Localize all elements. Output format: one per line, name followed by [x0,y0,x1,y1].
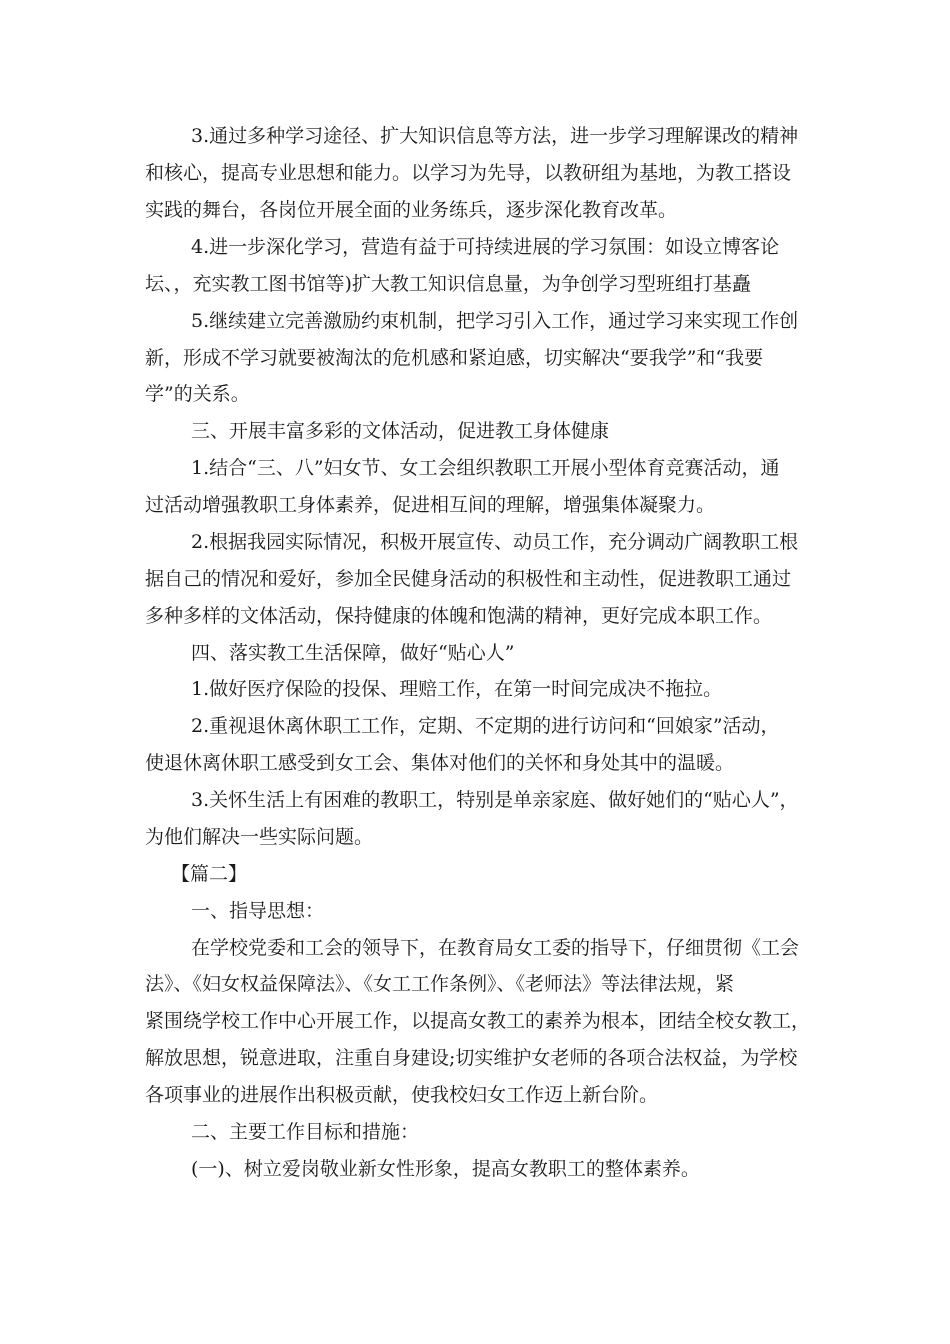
paragraph-line: 紧围绕学校工作中心开展工作，以提高女教工的素养为根本，团结全校女教工， [145,1010,811,1032]
paragraph-line: 为他们解决一些实际问题。 [145,826,374,848]
paragraph-line: 使退休离休职工感受到女工会、集体对他们的关怀和身处其中的温暖。 [145,752,735,774]
paragraph-line: 法》、《妇女权益保障法》、《女工工作条例》、《老师法》等法律法规，紧 [145,973,735,995]
paragraph-line: 解放思想，锐意进取，注重自身建设;切实维护女老师的各项合法权益，为学校 [145,1047,798,1069]
section-heading: 一、指导思想： [191,900,325,922]
paragraph-line: 新，形成不学习就要被淘汰的危机感和紧迫感，切实解决“要我学”和“我要 [145,347,764,369]
section-heading: 三、开展丰富多彩的文体活动，促进教工身体健康 [191,420,610,442]
paragraph-line: 学”的关系。 [145,383,250,405]
section-heading: 四、落实教工生活保障，做好“贴心人” [191,642,515,664]
paragraph-line: 在学校党委和工会的领导下，在教育局女工委的指导下，仔细贯彻《工会 [191,937,800,959]
paragraph-line: 1.做好医疗保险的投保、理赔工作，在第一时间完成决不拖拉。 [191,678,723,700]
paragraph-line: 1.结合“三、八”妇女节、女工会组织教职工开展小型体育竞赛活动，通 [191,457,780,479]
paragraph-line: 和核心，提高专业思想和能力。以学习为先导，以教研组为基地，为教工搭设 [145,162,792,184]
section-heading: 二、主要工作目标和措施： [191,1121,420,1143]
paragraph-line: 2.重视退休离休职工工作，定期、不定期的进行访问和“回娘家”活动， [191,715,780,737]
paragraph-line: 5.继续建立完善激励约束机制，把学习引入工作，通过学习来实现工作创 [191,310,799,332]
paragraph-line: 各项事业的进展作出积极贡献，使我校妇女工作迈上新台阶。 [145,1084,659,1106]
paragraph-line: 多种多样的文体活动，保持健康的体魄和饱满的精神，更好完成本职工作。 [145,605,773,627]
paragraph-line: 3.关怀生活上有困难的教职工，特别是单亲家庭、做好她们的“贴心人”， [191,789,799,811]
part-heading: 【篇二】 [171,863,248,885]
paragraph-line: 据自己的情况和爱好，参加全民健身活动的积极性和主动性，促进教职工通过 [145,568,792,590]
paragraph-line: 2.根据我园实际情况，积极开展宣传、动员工作，充分调动广阔教职工根 [191,531,799,553]
paragraph-line: 4.进一步深化学习，营造有益于可持续进展的学习氛围：如设立博客论 [191,236,780,258]
paragraph-line: 坛、，充实教工图书馆等)扩大教工知识信息量，为争创学习型班组打基矗 [145,273,751,295]
paragraph-line: 过活动增强教职工身体素养，促进相互间的理解，增强集体凝聚力。 [145,494,716,516]
paragraph-line: 3.通过多种学习途径、扩大知识信息等方法，进一步学习理解课改的精神 [191,125,799,147]
paragraph-line: 实践的舞台，各岗位开展全面的业务练兵，逐步深化教育改革。 [145,199,678,221]
subsection-heading: (一)、树立爱岗敬业新女性形象，提高女教职工的整体素养。 [191,1158,700,1180]
